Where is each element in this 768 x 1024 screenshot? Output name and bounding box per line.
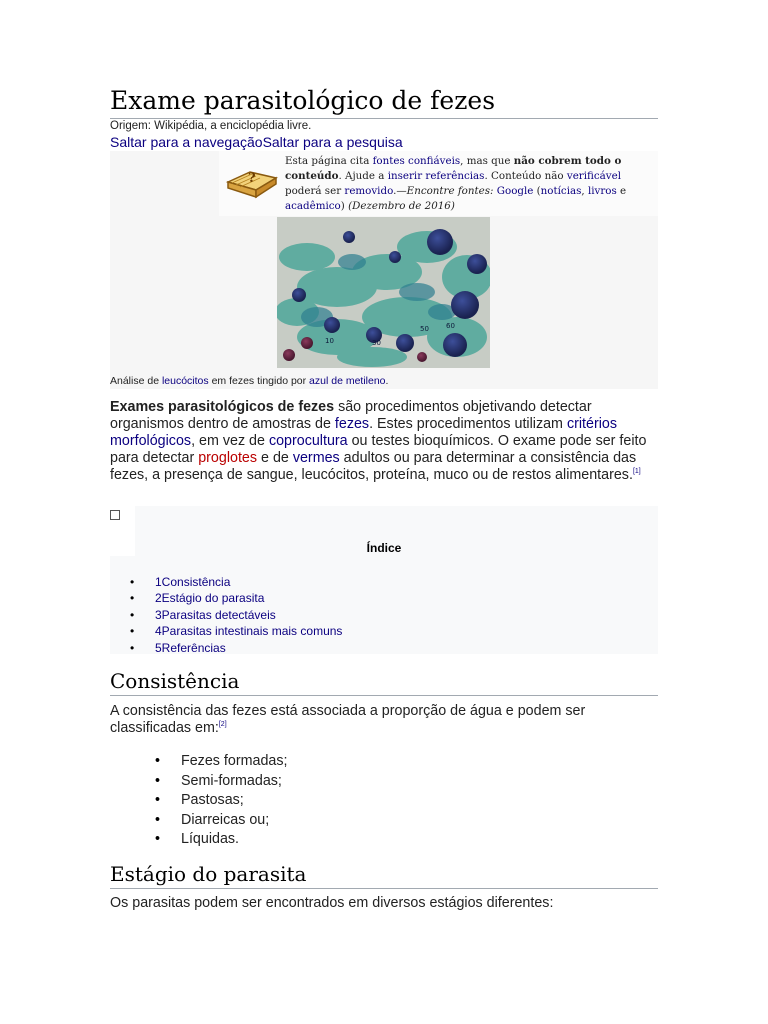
coproculture-link[interactable]: coprocultura bbox=[268, 433, 348, 449]
estagio-paragraph: Os parasitas podem ser encontrados em diversos estágios diferentes: bbox=[110, 895, 554, 911]
google-link[interactable]: Google bbox=[496, 185, 534, 197]
book-question-icon bbox=[224, 160, 280, 202]
scale-label-30: 30 bbox=[372, 339, 381, 347]
page-title: Exame parasitológico de fezes bbox=[110, 86, 658, 119]
toc-item-referencias[interactable]: • 5Referências bbox=[130, 640, 342, 656]
feces-link[interactable]: fezes bbox=[334, 416, 370, 432]
leukocyte-micrograph[interactable] bbox=[277, 217, 490, 368]
list-item: • Diarreicas ou; bbox=[155, 811, 287, 831]
morphological-criteria-link[interactable]: critérios morfológicos bbox=[110, 416, 617, 449]
reference-2[interactable]: [2] bbox=[218, 721, 227, 729]
removed-link[interactable]: removido bbox=[344, 185, 394, 197]
news-link[interactable]: notícias bbox=[540, 185, 582, 197]
scale-label-10: 10 bbox=[325, 337, 334, 345]
toc-item-parasitas-intestinais[interactable]: • 4Parasitas intestinais mais comuns bbox=[130, 623, 342, 639]
scale-label-50: 50 bbox=[420, 325, 429, 333]
intro-paragraph: Exames parasitológicos de fezes são procedimentos objetivando detectar organismos dentro de amostras de fezes. Estes procedimentos utilizam critérios morfológicos, em vez de coprocultura ou testes bioquímicos. O exame pode ser feito para detectar proglotes e de vermes adultos ou para determinar a consistência das fezes, a presença de sangue, leucócitos, proteína, muco ou de restos alimentares.[1] bbox=[110, 399, 647, 483]
heading-estagio: Estágio do parasita bbox=[110, 861, 658, 889]
proglottids-link[interactable]: proglotes bbox=[198, 450, 258, 466]
toc-item-estagio[interactable]: • 2Estágio do parasita bbox=[130, 590, 342, 606]
books-link[interactable]: livros bbox=[587, 185, 617, 197]
list-item: • Líquidas. bbox=[155, 830, 287, 850]
origin-note: Origem: Wikipédia, a enciclopédia livre. bbox=[110, 120, 312, 132]
toc-item-parasitas-detectaveis[interactable]: • 3Parasitas detectáveis bbox=[130, 607, 342, 623]
consistency-list bbox=[155, 752, 287, 850]
toc-list bbox=[130, 574, 342, 656]
toc-title: Índice bbox=[366, 541, 402, 555]
leukocytes-link[interactable]: leucócitos bbox=[161, 375, 209, 387]
toc-item-consistencia[interactable]: • 1Consistência bbox=[130, 574, 342, 590]
worms-link[interactable]: vermes bbox=[292, 450, 340, 466]
list-item: • Fezes formadas; bbox=[155, 752, 287, 772]
heading-consistencia: Consistência bbox=[110, 668, 658, 696]
scholar-link[interactable]: acadêmico bbox=[285, 200, 341, 212]
list-item: • Pastosas; bbox=[155, 791, 287, 811]
reliable-sources-link[interactable]: fontes confiáveis bbox=[372, 155, 461, 167]
svg-text:?: ? bbox=[248, 171, 256, 186]
methylene-blue-link[interactable]: azul de metileno bbox=[309, 375, 386, 387]
verifiable-link[interactable]: verificável bbox=[566, 170, 621, 182]
list-item: • Semi-formadas; bbox=[155, 772, 287, 792]
skip-navigation-link[interactable]: Saltar para a navegação bbox=[110, 134, 263, 150]
skip-links bbox=[110, 134, 403, 150]
scale-label-60: 60 bbox=[446, 322, 455, 330]
toc-toggle-checkbox[interactable] bbox=[110, 510, 120, 520]
skip-search-link[interactable]: Saltar para a pesquisa bbox=[262, 134, 403, 150]
ambox-message: Esta página cita fontes confiáveis, mas que não cobrem todo o conteúdo. Ajude a inserir referências. Conteúdo não verificável poderá ser removido.—Encontre fontes: Google (notícias, livros e acadêmico) (Dezembro de 2016) bbox=[285, 155, 627, 212]
consistencia-paragraph: A consistência das fezes está associada a proporção de água e podem ser classificadas em:[2] bbox=[110, 703, 586, 736]
reference-1[interactable]: [1] bbox=[632, 468, 641, 476]
figure-caption: Análise de leucócitos em fezes tingido por azul de metileno. bbox=[110, 375, 389, 387]
insert-references-link[interactable]: inserir referências bbox=[387, 170, 485, 182]
